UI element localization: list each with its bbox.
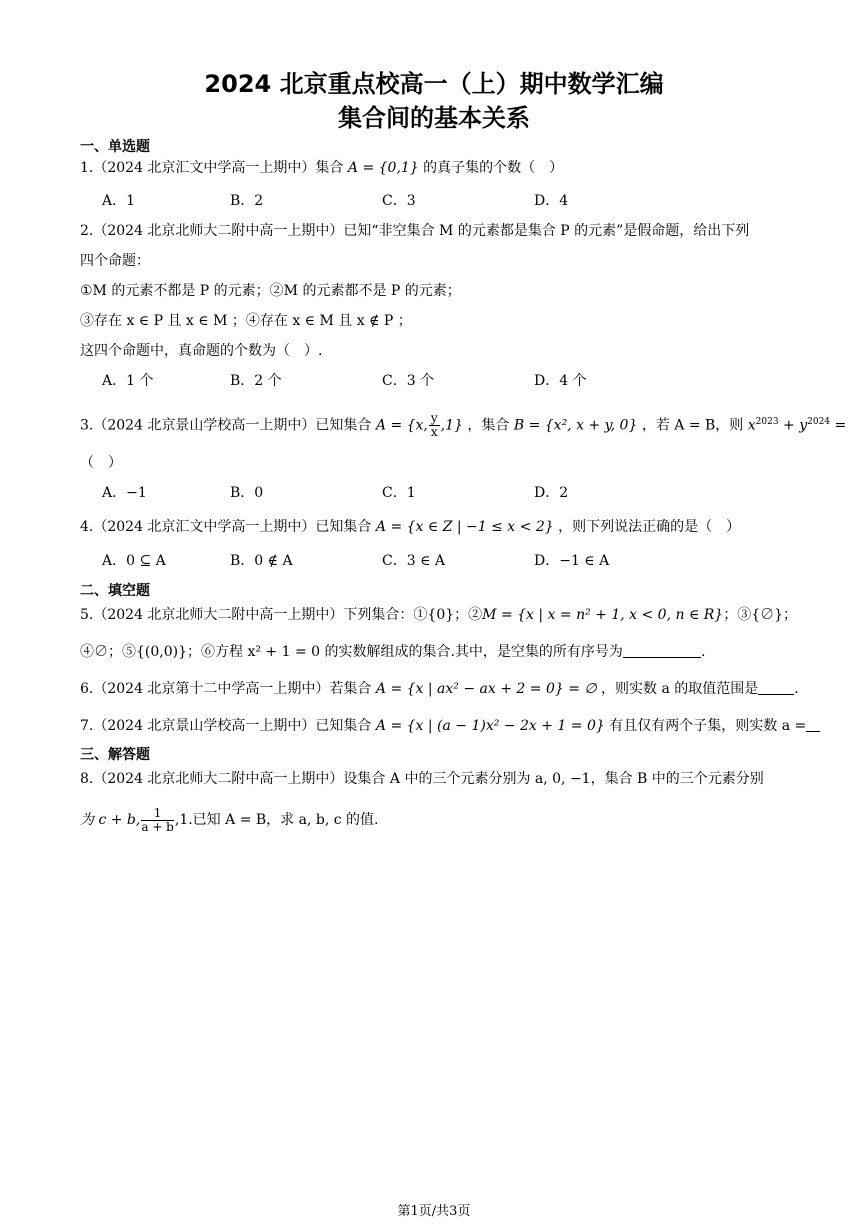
question-2-line-3: ①M 的元素不都是 P 的元素；②M 的元素都不是 P 的元素； — [80, 283, 461, 299]
option-d[interactable]: D．4 个 — [534, 373, 587, 389]
question-8-line-1: 8.（2024 北京北师大二附中高一上期中）设集合 A 中的三个元素分别为 a, 0, −1，集合 B 中的三个元素分别 — [80, 771, 764, 787]
option-b[interactable]: B．0 — [230, 485, 264, 501]
option-c[interactable]: C．3 — [382, 193, 416, 209]
document-subtitle: 集合间的基本关系 — [338, 104, 530, 132]
option-d[interactable]: D．4 — [534, 193, 569, 209]
option-c[interactable]: C．1 — [382, 485, 416, 501]
section-heading-fill-blank: 二、填空题 — [80, 583, 150, 599]
page-number: 第1页/共3页 — [397, 1204, 471, 1219]
option-b[interactable]: B．0 ∉ A — [230, 553, 293, 569]
option-c[interactable]: C．3 个 — [382, 373, 435, 389]
question-5-line-2: ④∅；⑤{(0,0)}；⑥方程 x² + 1 = 0 的实数解组成的集合.其中，是空集的所有序号为 . — [80, 644, 706, 660]
q4-math: A = {x ∈ Z | −1 ≤ x < 2} — [375, 519, 554, 535]
question-3-options — [102, 483, 802, 503]
question-3-line-2: （ ） — [80, 455, 122, 471]
question-4: 4.（2024 北京汇文中学高一上期中）已知集合 A = {x ∈ Z | −1 ≤ x < 2} ，则下列说法正确的是（ ） — [80, 519, 741, 535]
question-6: 6.（2024 北京第十二中学高一上期中）若集合 A = {x | ax² − ax + 2 = 0} = ∅ ，则实数 a 的取值范围是 . — [80, 681, 799, 697]
option-a[interactable]: A．1 — [102, 193, 136, 209]
question-8-line-2: 为 c + b, $\frac{1}{a + b}$ ,1.已知 A = B，求 a, b, c 的值. — [80, 805, 379, 834]
question-1: 1.（2024 北京汇文中学高一上期中）集合 A = {0,1} 的真子集的个数（ ） — [80, 160, 564, 176]
question-3: 3.（2024 北京景山学校高一上期中）已知集合 A = {x, $\frac{y}{x}$ ,1} ，集合 B = {x², x + y, 0} ，若 A = B，则 $x^{2023} + y^{2024}$ = — [80, 411, 847, 440]
question-2-line-1: 2.（2024 北京北师大二附中高一上期中）已知“非空集合 M 的元素都是集合 P 的元素”是假命题，给出下列 — [80, 223, 750, 239]
option-d[interactable]: D．−1 ∈ A — [534, 553, 610, 569]
question-2-line-2: 四个命题： — [80, 253, 150, 269]
option-a[interactable]: A．1 个 — [102, 373, 154, 389]
question-5-line-1: 5.（2024 北京北师大二附中高一上期中）下列集合：①{0}；②M = {x | x = n² + 1, x < 0, n ∈ R}；③{∅}； — [80, 607, 798, 623]
question-2-line-5: 这四个命题中，真命题的个数为（ ）. — [80, 343, 323, 359]
q1-math: A = {0,1} — [347, 160, 419, 176]
option-a[interactable]: A．−1 — [102, 485, 147, 501]
section-heading-single-choice: 一、单选题 — [80, 139, 150, 155]
answer-blank[interactable] — [806, 717, 820, 732]
q6-math: A = {x | ax² − ax + 2 = 0} = ∅ — [375, 681, 597, 697]
section-heading-answer: 三、解答题 — [80, 747, 150, 763]
question-2-options — [102, 371, 802, 391]
option-d[interactable]: D．2 — [534, 485, 569, 501]
answer-blank[interactable] — [623, 643, 701, 658]
option-a[interactable]: A．0 ⊆ A — [102, 553, 166, 569]
question-1-options — [102, 191, 802, 211]
q5-math: M = {x | x = n² + 1, x < 0, n ∈ R} — [482, 607, 724, 623]
question-4-options — [102, 551, 802, 571]
option-b[interactable]: B．2 个 — [230, 373, 282, 389]
option-b[interactable]: B．2 — [230, 193, 264, 209]
answer-blank[interactable] — [758, 680, 794, 695]
question-7: 7.（2024 北京景山学校高一上期中）已知集合 A = {x | (a − 1)x² − 2x + 1 = 0} 有且仅有两个子集，则实数 a = — [80, 716, 790, 736]
document-title: 2024 北京重点校高一（上）期中数学汇编 — [204, 70, 664, 98]
fraction-one-over-a-plus-b: $\frac{1}{a + b}$ — [141, 805, 174, 834]
option-c[interactable]: C．3 ∈ A — [382, 553, 445, 569]
q3-set-b: B = {x², x + y, 0} — [513, 417, 638, 434]
question-2-line-4: ③存在 x ∈ P 且 x ∈ M ；④存在 x ∈ M 且 x ∉ P ； — [80, 313, 412, 329]
q7-math: A = {x | (a − 1)x² − 2x + 1 = 0} — [375, 718, 605, 734]
fraction-y-over-x: $\frac{y}{x}$ — [430, 411, 438, 440]
